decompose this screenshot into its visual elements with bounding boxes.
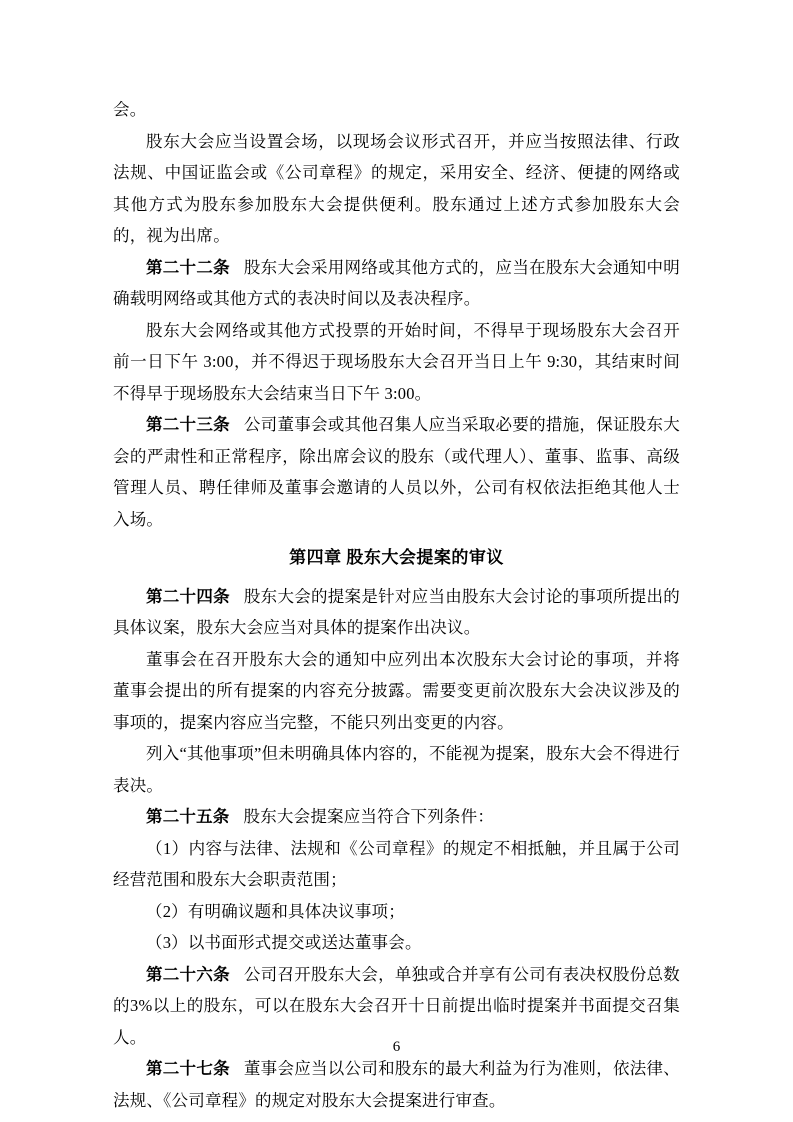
- paragraph: 股东大会网络或其他方式投票的开始时间，不得早于现场股东大会召开前一日下午 3:00，并不得迟于现场股东大会召开当日上午 9:30，其结束时间不得早于现场股东大会结束当日下午 3:00。: [113, 320, 680, 403]
- article-number: 第二十七条: [146, 1059, 230, 1078]
- article-paragraph: [113, 1053, 680, 1116]
- paragraph-continuation: 会。: [113, 100, 147, 119]
- paragraph: 列入“其他事项”但未明确具体内容的，不能视为提案，股东大会不得进行表决。: [113, 744, 680, 795]
- article-text: 股东大会采用网络或其他方式的，应当在股东大会通知中明确载明网络或其他方式的表决时间以及表决程序。: [113, 257, 681, 308]
- page-number: 6: [392, 1039, 401, 1055]
- article-paragraph: [113, 581, 680, 644]
- article-number: 第二十六条: [146, 964, 230, 984]
- article-number: 第二十五条: [146, 807, 230, 826]
- article-number: 第二十四条: [146, 586, 230, 606]
- paragraph: 董事会在召开股东大会的通知中应列出本次股东大会讨论的事项，并将董事会提出的所有提案的内容充分披露。需要变更前次股东大会决议涉及的事项的，提案内容应当完整，不能只列出变更的内容。: [113, 649, 680, 732]
- list-item: （2）有明确议题和具体决议事项；: [146, 901, 405, 921]
- list-item: （1）内容与法律、法规和《公司章程》的规定不相抵触，并且属于公司经营范围和股东大会职责范围；: [113, 838, 680, 889]
- list-item: （3）以书面形式提交或送达董事会。: [146, 933, 422, 952]
- article-paragraph: [113, 252, 680, 315]
- article-paragraph: [113, 801, 680, 833]
- article-text: 公司董事会或其他召集人应当采取必要的措施，保证股东大会的严肃性和正常程序，除出席会议的股东（或代理人）、董事、监事、高级管理人员、聘任律师及董事会邀请的人员以外，公司有权依法拒绝其他人士入场。: [113, 415, 681, 529]
- article-number: 第二十三条: [146, 415, 230, 434]
- article-paragraph: [113, 409, 680, 535]
- article-text: 股东大会提案应当符合下列条件：: [243, 807, 495, 826]
- article-number: 第二十二条: [146, 257, 230, 277]
- article-text: 董事会应当以公司和股东的最大利益为行为准则，依法律、法规、《公司章程》的规定对股东大会提案进行审查。: [113, 1059, 681, 1110]
- paragraph: 股东大会应当设置会场，以现场会议形式召开，并应当按照法律、行政法规、中国证监会或《公司章程》的规定，采用安全、经济、便捷的网络或其他方式为股东参加股东大会提供便利。股东通过上述方式参加股东大会的，视为出席。: [113, 131, 680, 245]
- chapter-heading: 第四章 股东大会提案的审议: [289, 548, 504, 567]
- article-text: 公司召开股东大会，单独或合并享有公司有表决权股份总数的3%以上的股东，可以在股东大会召开十日前提出临时提案并书面提交召集人。: [113, 964, 681, 1047]
- article-text: 股东大会的提案是针对应当由股东大会讨论的事项所提出的具体议案，股东大会应当对具体的提案作出决议。: [113, 586, 681, 637]
